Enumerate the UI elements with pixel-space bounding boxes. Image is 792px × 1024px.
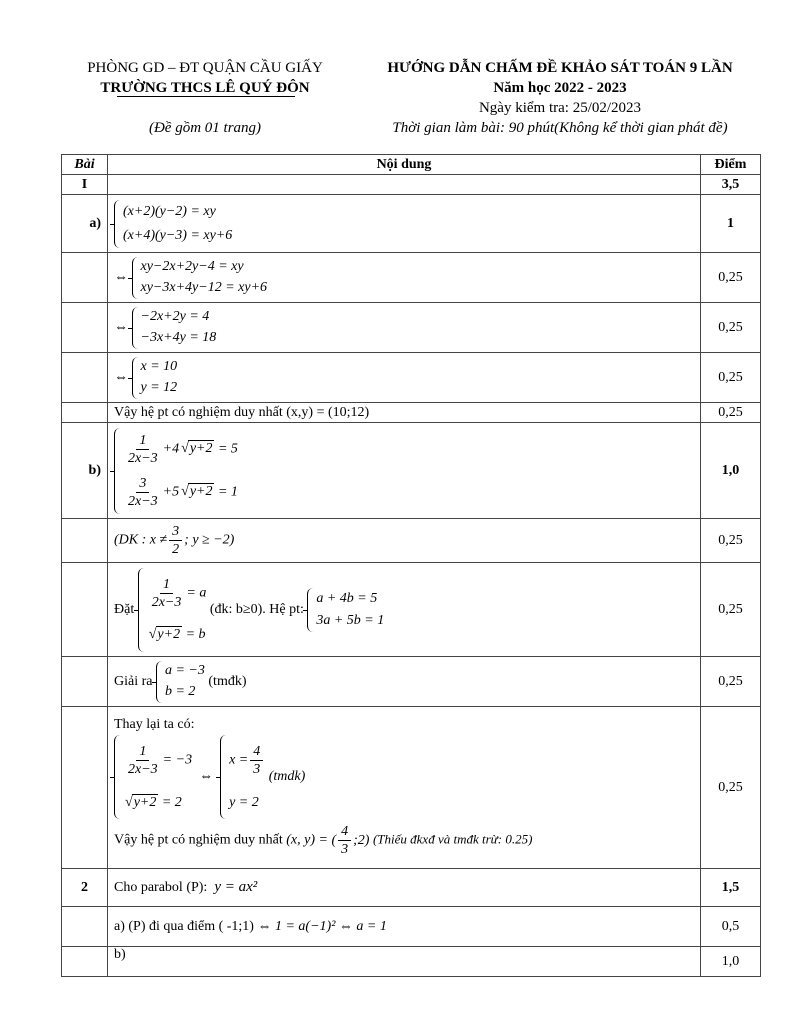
section-2-text: Cho parabol (P): — [114, 880, 208, 895]
step3-score: 0,25 — [701, 353, 761, 403]
tmdk-note: (tmdk) — [268, 769, 306, 785]
part-b-thay-row — [62, 707, 761, 869]
exam-date: Ngày kiểm tra: 25/02/2023 — [478, 100, 642, 116]
part-b-dk-row — [62, 519, 761, 563]
final-text: Vậy hệ pt có nghiệm duy nhất — [114, 832, 283, 848]
part-a-eq1: (x+2)(y−2) = xy — [123, 203, 216, 219]
dat-sqrt: √ y+2 — [156, 626, 182, 642]
final-den: 3 — [341, 842, 349, 857]
dk-num: 3 — [169, 523, 182, 541]
dat-den: 2x−3 — [151, 594, 182, 610]
section-2-score: 1,5 — [701, 869, 761, 907]
thay-rhs2: = 2 — [161, 794, 182, 810]
part-b-label: b) — [62, 423, 108, 519]
final-post: ;2 — [353, 832, 365, 848]
part-b-condition — [108, 519, 701, 563]
giai-eq1: a = −3 — [164, 663, 205, 678]
section-1-score: 3,5 — [701, 175, 761, 195]
giai-score: 0,25 — [701, 657, 761, 707]
part-b-giai-row — [62, 657, 761, 707]
school-name: TRƯỜNG THCS LÊ QUÝ ĐÔN — [100, 80, 310, 96]
document-title: HƯỚNG DẪN CHẤM ĐỀ KHẢO SÁT TOÁN 9 LẦN — [387, 60, 733, 76]
step1-score: 0,25 — [701, 253, 761, 303]
section-2-b-row — [62, 947, 761, 977]
section-2-a-eq: ⇔ 1 = a(−1)² ⇔ a = 1 — [257, 918, 387, 934]
thay-rhs1: = −3 — [162, 752, 193, 768]
part-b-solve — [108, 657, 701, 707]
section-2-row — [62, 869, 761, 907]
hpt-eq2: 3a + 5b = 1 — [316, 612, 385, 628]
dat-label: Đặt — [114, 601, 135, 617]
b-coef1: +4 — [162, 441, 180, 457]
part-b-score: 1,0 — [701, 423, 761, 519]
dat-note: (đk: b≥0). Hệ pt: — [209, 601, 304, 617]
table-header-row — [62, 155, 761, 175]
giai-note: (tmđk) — [208, 673, 247, 689]
b-rhs1: = 5 — [217, 441, 238, 457]
section-1-label: I — [62, 175, 108, 195]
step3-eq2: y = 12 — [140, 380, 178, 395]
b-rhs2: = 1 — [217, 484, 238, 500]
hpt-eq1: a + 4b = 5 — [316, 590, 378, 606]
section-2-b-score: 1,0 — [701, 947, 761, 977]
part-b-back-substitution: Thay lại ta có: $\frac{1}{2x-3}$ = −3 √ y+2 = 2 ⇔ x = $\frac{4}{3}$ y = 2 (tmdk) Vậy hệ pt có nghiệm duy nhất (x, y) = ( $\frac{4}{3}$ ;2) (Thiếu đkxđ và tmđk trừ: 0.25) — [108, 707, 701, 869]
x-num: 4 — [250, 743, 263, 761]
dk-post: ; y ≥ −2) — [184, 532, 235, 548]
final-note: (Thiếu đkxđ và tmđk trừ: 0.25) — [372, 831, 533, 847]
thay-score: 0,25 — [701, 707, 761, 869]
final-num: 4 — [338, 823, 351, 841]
part-a-conclusion-row — [62, 403, 761, 423]
section-2-a-score: 0,5 — [701, 907, 761, 947]
dat-score: 0,25 — [701, 563, 761, 657]
section-2-a-text: a) (P) đi qua điểm ( -1;1) — [114, 918, 254, 934]
step1-eq2: xy−3x+4y−12 = xy+6 — [140, 280, 268, 295]
b-frac1-den: 2x−3 — [128, 450, 158, 466]
b-frac1-num: 1 — [136, 432, 149, 450]
school-year: Năm học 2022 - 2023 — [493, 80, 627, 96]
step2-eq1: −2x+2y = 4 — [140, 309, 210, 324]
part-b-dat-row — [62, 563, 761, 657]
part-b-system — [108, 423, 701, 519]
final-xy: (x, y) = — [286, 832, 328, 848]
school-name-underline — [117, 96, 295, 97]
dat-a: = a — [186, 585, 207, 601]
step3-eq1: x = 10 — [140, 359, 178, 374]
part-a-step2-row: ⇔ −2x+2y = 4 −3x+4y = 18 0,25 — [62, 303, 761, 353]
x-lhs: x = — [229, 752, 249, 768]
step2-score: 0,25 — [701, 303, 761, 353]
part-a-conclusion: Vậy hệ pt có nghiệm duy nhất (x,y) = (10;12) — [108, 403, 701, 423]
part-a-step1-row: ⇔ xy−2x+2y−4 = xy xy−3x+4y−12 = xy+6 0,25 — [62, 253, 761, 303]
part-a-system — [108, 195, 701, 253]
section-2-label: 2 — [62, 869, 108, 907]
b-frac2-den: 2x−3 — [128, 493, 158, 509]
dk-pre: (DK : x ≠ — [114, 532, 168, 548]
x-den: 3 — [253, 762, 261, 778]
section-2-b-text: b) — [108, 947, 701, 977]
thay-den: 2x−3 — [128, 762, 158, 778]
part-a-score: 1 — [701, 195, 761, 253]
step1-eq1: xy−2x+2y−4 = xy — [140, 259, 244, 274]
y-eq: y = 2 — [229, 794, 259, 810]
thay-label: Thay lại ta có: — [114, 717, 195, 732]
part-a-label: a) — [62, 195, 108, 253]
dk-den: 2 — [172, 542, 180, 557]
section-2-a-row — [62, 907, 761, 947]
b-sqrt2: √ y+2 — [188, 483, 214, 499]
header-diem: Điểm — [701, 155, 761, 175]
dk-score: 0,25 — [701, 519, 761, 563]
dat-b: = b — [185, 627, 206, 643]
giai-label: Giải ra — [114, 673, 153, 689]
b-coef2: +5 — [162, 484, 180, 500]
dat-num: 1 — [160, 576, 173, 594]
part-b-row — [62, 423, 761, 519]
grading-table — [61, 154, 761, 977]
section-1-row — [62, 175, 761, 195]
step2-eq2: −3x+4y = 18 — [140, 330, 217, 345]
part-a-conclusion-score: 0,25 — [701, 403, 761, 423]
header-bai: Bài — [62, 155, 108, 175]
part-a-eq2: (x+4)(y−3) = xy+6 — [123, 227, 233, 243]
page-count-note: (Đề gồm 01 trang) — [148, 120, 262, 136]
part-a-step3-row: ⇔ x = 10 y = 12 0,25 — [62, 353, 761, 403]
part-b-substitution — [108, 563, 701, 657]
giai-eq2: b = 2 — [164, 684, 196, 699]
department-name: PHÒNG GD – ĐT QUẬN CẦU GIẤY — [87, 60, 323, 76]
exam-duration: Thời gian làm bài: 90 phút(Không kể thời gian phát đề) — [392, 120, 728, 136]
part-a-row — [62, 195, 761, 253]
section-2-eq: y = ax² — [214, 879, 258, 895]
b-sqrt1: √ y+2 — [188, 440, 214, 456]
thay-sqrt: √ y+2 — [132, 794, 158, 810]
header-noi-dung: Nội dung — [108, 155, 701, 175]
thay-num: 1 — [136, 743, 149, 761]
b-frac2-num: 3 — [136, 475, 149, 493]
